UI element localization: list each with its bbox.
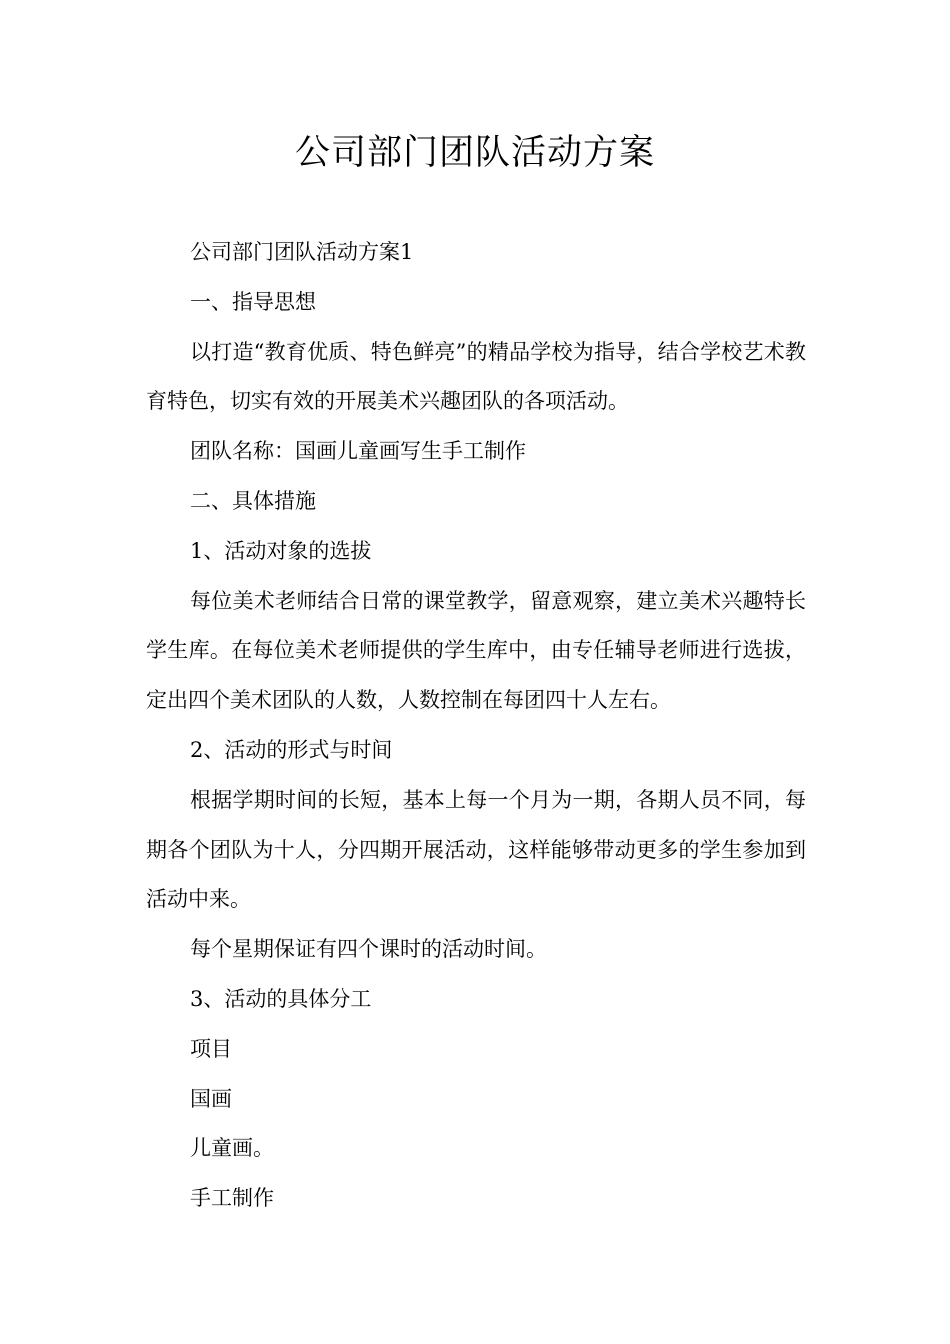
subsection-heading: 3、活动的具体分工 bbox=[190, 986, 372, 1011]
list-item: 项目 bbox=[190, 1036, 232, 1061]
section-heading: 公司部门团队活动方案1 bbox=[190, 240, 414, 264]
body-paragraph: 根据学期时间的长短，基本上每一个月为一期，各期人员不同，每期各个团队为十人，分四期开展活动，这样能够带动更多的学生参加到活动中来。 bbox=[146, 787, 806, 912]
body-paragraph: 以打造“教育优质、特色鲜亮”的精品学校为指导，结合学校艺术教育特色，切实有效的开展美术兴趣团队的各项活动。 bbox=[146, 339, 806, 414]
section-heading: 一、指导思想 bbox=[190, 289, 316, 314]
list-item: 手工制作 bbox=[190, 1186, 274, 1211]
body-paragraph: 每个星期保证有四个课时的活动时间。 bbox=[190, 937, 547, 962]
list-item: 儿童画。 bbox=[190, 1136, 274, 1161]
subsection-heading: 1、活动对象的选拔 bbox=[190, 538, 372, 563]
list-item: 国画 bbox=[190, 1086, 232, 1111]
body-paragraph: 团队名称：国画儿童画写生手工制作 bbox=[190, 439, 526, 464]
body-paragraph: 每位美术老师结合日常的课堂教学，留意观察，建立美术兴趣特长学生库。在每位美术老师提供的学生库中，由专任辅导老师进行选拔，定出四个美术团队的人数，人数控制在每团四十人左右。 bbox=[146, 588, 806, 713]
subsection-heading: 2、活动的形式与时间 bbox=[190, 737, 393, 762]
section-heading: 二、具体措施 bbox=[190, 488, 316, 513]
document-body bbox=[146, 228, 806, 1224]
document-title: 公司部门团队活动方案 bbox=[294, 133, 655, 173]
